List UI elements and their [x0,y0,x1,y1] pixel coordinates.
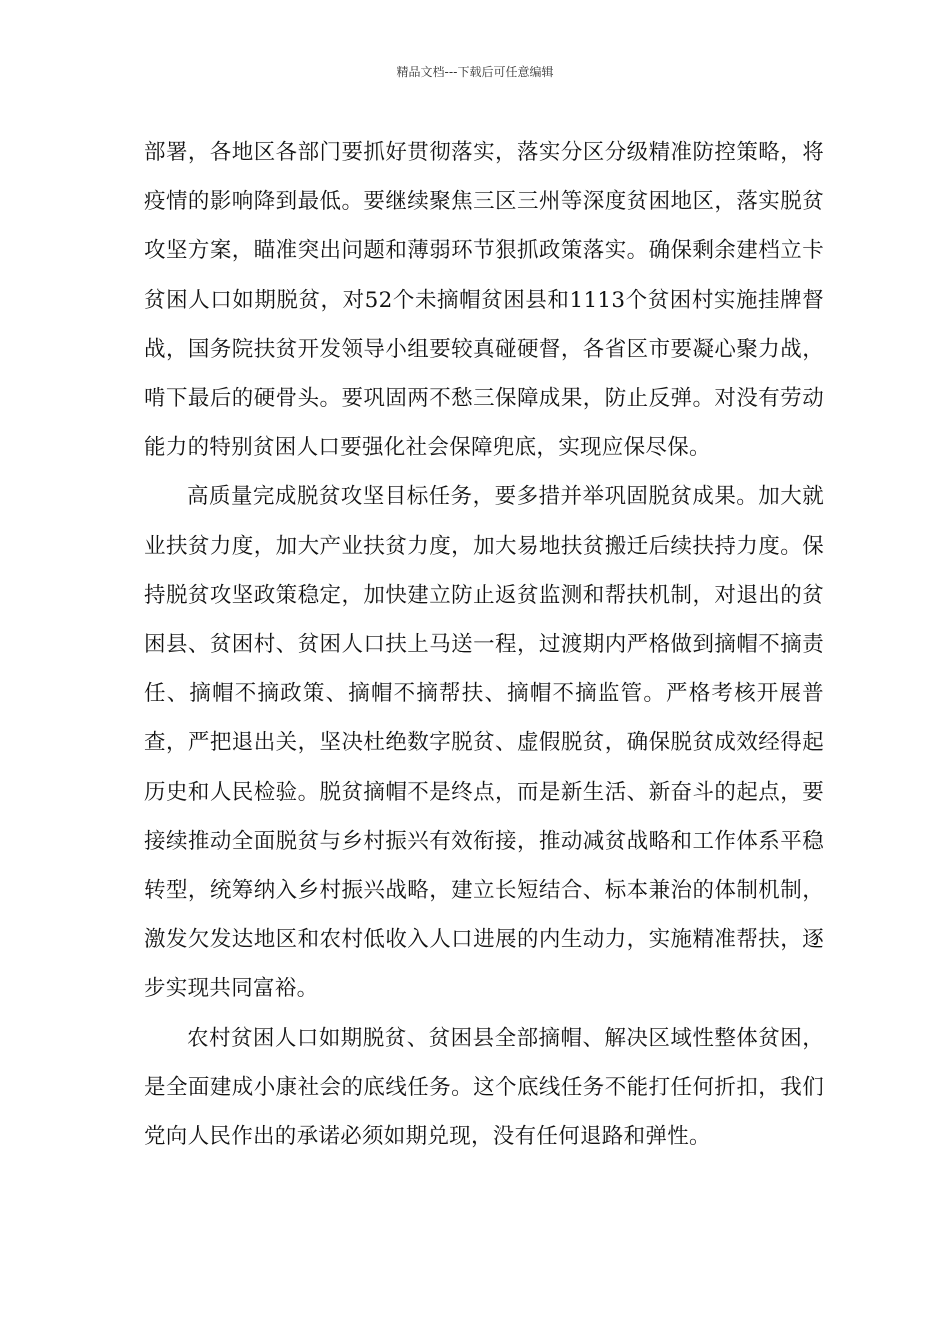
paragraph: 农村贫困人口如期脱贫、贫困县全部摘帽、解决区域性整体贫困，是全面建成小康社会的底线任务。这个底线任务不能打任何折扣，我们党向人民作出的承诺必须如期兑现，没有任何退路和弹性。 [144,1025,824,1150]
paragraph-continued: 部署，各地区各部门要抓好贯彻落实，落实分区分级精准防控策略，将疫情的影响降到最低。要继续聚焦三区三州等深度贫困地区，落实脱贫攻坚方案，瞄准突出问题和薄弱环节狠抓政策落实。确保剩余建档立卡贫困人口如期脱贫，对52个未摘帽贫困县和1113个贫困村实施挂牌督战，国务院扶贫开发领导小组要较真碰硬督，各省区市要凝心聚力战，啃下最后的硬骨头。要巩固两不愁三保障成果，防止反弹。对没有劳动能力的特别贫困人口要强化社会保障兜底，实现应保尽保。 [144,140,824,461]
paragraph: 高质量完成脱贫攻坚目标任务，要多措并举巩固脱贫成果。加大就业扶贫力度，加大产业扶贫力度，加大易地扶贫搬迁后续扶持力度。保持脱贫攻坚政策稳定，加快建立防止返贫监测和帮扶机制，对退出的贫困县、贫困村、贫困人口扶上马送一程，过渡期内严格做到摘帽不摘责任、摘帽不摘政策、摘帽不摘帮扶、摘帽不摘监管。严格考核开展普查，严把退出关，坚决杜绝数字脱贫、虚假脱贫，确保脱贫成效经得起历史和人民检验。脱贫摘帽不是终点，而是新生活、新奋斗的起点，要接续推动全面脱贫与乡村振兴有效衔接，推动减贫战略和工作体系平稳转型，统筹纳入乡村振兴战略，建立长短结合、标本兼治的体制机制，激发欠发达地区和农村低收入人口进展的内生动力，实施精准帮扶，逐步实现共同富裕。 [144,484,824,1002]
document-body [144,128,824,1161]
page-header: 精品文档---下载后可任意编辑 [396,65,554,79]
